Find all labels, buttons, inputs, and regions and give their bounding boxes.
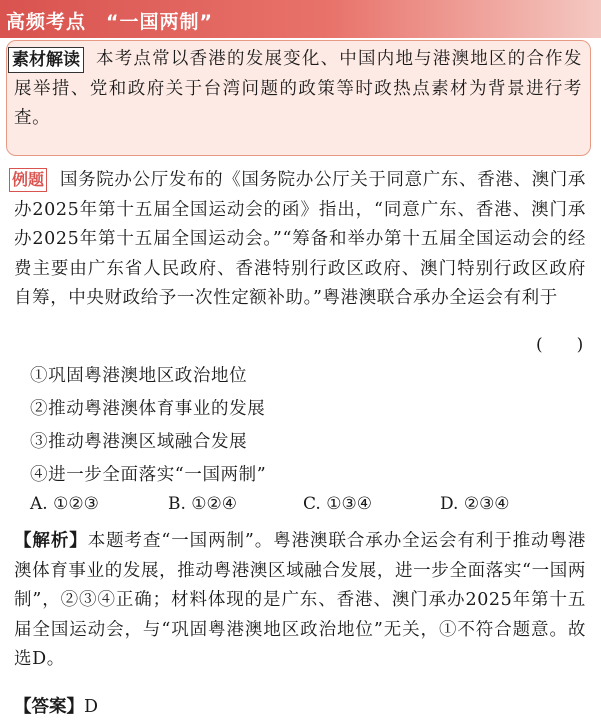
example-tag: 例题 (9, 168, 47, 192)
choice-d: D. ②③④ (440, 494, 510, 514)
material-tag: 素材解读 (8, 47, 84, 73)
question-stem: 国务院办公厅发布的《国务院办公厅关于同意广东、香港、澳门承办2025年第十五届全国运动会的函》指出，“同意广东、香港、澳门承办2025年第十五届全国运动会。”“筹备和举办第十五届全国运动会的经费主要由广东省人民政府、香港特别行政区政府、澳门特别行政区政府自筹，中央财政给予一次性定额补助。”粤港澳联合承办全运会有利于 (14, 170, 586, 308)
answer-blank: ( ) (536, 335, 584, 355)
header-bar (0, 0, 601, 38)
analysis-text: 本题考查“一国两制”。粤港澳联合承办全运会有利于推动粤港澳体育事业的发展，推动粤港澳区域融合发展，进一步全面落实“一国两制”，②③④正确；材料体现的是广东、香港、澳门承办2025年第十五届全国运动会，与“巩固粤港澳地区政治地位”无关，①不符合题意。故选D。 (14, 531, 586, 669)
section-title: 高频考点 “一国两制” (6, 11, 213, 33)
answer-value: D (84, 697, 99, 717)
analysis-label: 【解析】 (14, 531, 88, 551)
option-4: ④进一步全面落实“一国两制” (30, 465, 267, 485)
material-text: 本考点常以香港的发展变化、中国内地与港澳地区的合作发展举措、党和政府关于台湾问题的政策等时政热点素材为背景进行考查。 (14, 49, 582, 128)
option-3: ③推动粤港澳区域融合发展 (30, 432, 248, 452)
choice-a: A. ①②③ (30, 494, 99, 514)
option-1: ①巩固粤港澳地区政治地位 (30, 366, 248, 386)
answer-label: 【答案】 (14, 697, 84, 717)
choice-c: C. ①③④ (303, 494, 372, 514)
answer-line (14, 693, 98, 718)
option-2: ②推动粤港澳体育事业的发展 (30, 399, 266, 419)
choice-b: B. ①②④ (168, 494, 238, 514)
analysis-block (14, 527, 586, 675)
